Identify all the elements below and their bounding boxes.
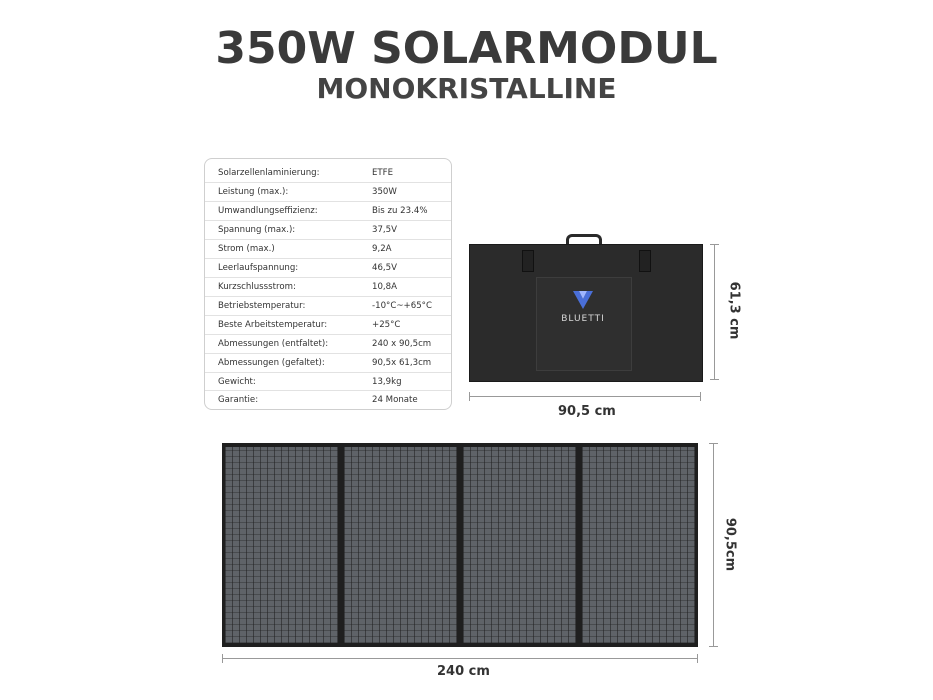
spec-table [204,158,452,410]
page-subtitle: MONOKRISTALLINE [316,72,617,105]
bluetti-logo-icon [571,288,595,312]
spec-value: 9,2A [372,244,392,254]
spec-label: Beste Arbeitstemperatur: [218,320,328,330]
folded-height-line [714,244,715,380]
spec-row [205,334,451,354]
dimension-tick [710,244,719,245]
spec-value: 240 x 90,5cm [372,339,432,349]
spec-label: Betriebstemperatur: [218,301,306,311]
spec-value: Bis zu 23.4% [372,206,428,216]
unfolded-panel [222,443,698,647]
spec-row [205,277,451,297]
unfolded-width-label: 240 cm [437,664,490,679]
spec-row [205,164,451,183]
unfolded-height-line [713,443,714,647]
spec-value: 350W [372,187,397,197]
spec-row [205,315,451,335]
spec-label: Umwandlungseffizienz: [218,206,318,216]
folded-height-label: 61,3 cm [726,281,742,340]
dimension-tick [709,443,718,444]
spec-label: Leistung (max.): [218,187,289,197]
unfolded-height-label: 90,5cm [722,517,738,572]
spec-row [205,258,451,278]
clip-right [639,250,651,272]
spec-row [205,353,451,373]
spec-label: Abmessungen (gefaltet): [218,358,325,368]
spec-label: Solarzellenlaminierung: [218,168,320,178]
spec-value: ETFE [372,168,394,178]
solar-panel-section [463,447,576,643]
dimension-tick [700,392,701,401]
page-title: 350W SOLARMODUL [215,23,718,74]
solar-panel-section [225,447,338,643]
dimension-tick [709,646,718,647]
spec-row [205,220,451,240]
solar-panel-section [344,447,457,643]
folded-width-line [469,396,701,397]
spec-row [205,201,451,221]
spec-value: 24 Monate [372,395,418,405]
unfolded-width-line [222,658,698,659]
spec-row [205,390,451,410]
spec-label: Kurzschlussstrom: [218,282,296,292]
spec-label: Leerlaufspannung: [218,263,299,273]
spec-label: Strom (max.) [218,244,275,254]
dimension-tick [710,379,719,380]
dimension-tick [222,654,223,663]
dimension-tick [697,654,698,663]
spec-value: 13,9kg [372,377,402,387]
dimension-tick [469,392,470,401]
solar-panel-section [582,447,695,643]
spec-value: 46,5V [372,263,398,273]
folded-width-label: 90,5 cm [558,404,616,419]
spec-value: 37,5V [372,225,398,235]
spec-label: Abmessungen (entfaltet): [218,339,329,349]
spec-row [205,296,451,316]
spec-row [205,239,451,259]
spec-value: -10°C~+65°C [372,301,432,311]
spec-row [205,372,451,392]
brand-name: BLUETTI [561,314,605,324]
spec-value: 90,5x 61,3cm [372,358,432,368]
spec-value: 10,8A [372,282,398,292]
spec-row [205,182,451,202]
spec-label: Gewicht: [218,377,256,387]
spec-label: Spannung (max.): [218,225,296,235]
spec-label: Garantie: [218,395,259,405]
clip-left [522,250,534,272]
spec-value: +25°C [372,320,401,330]
